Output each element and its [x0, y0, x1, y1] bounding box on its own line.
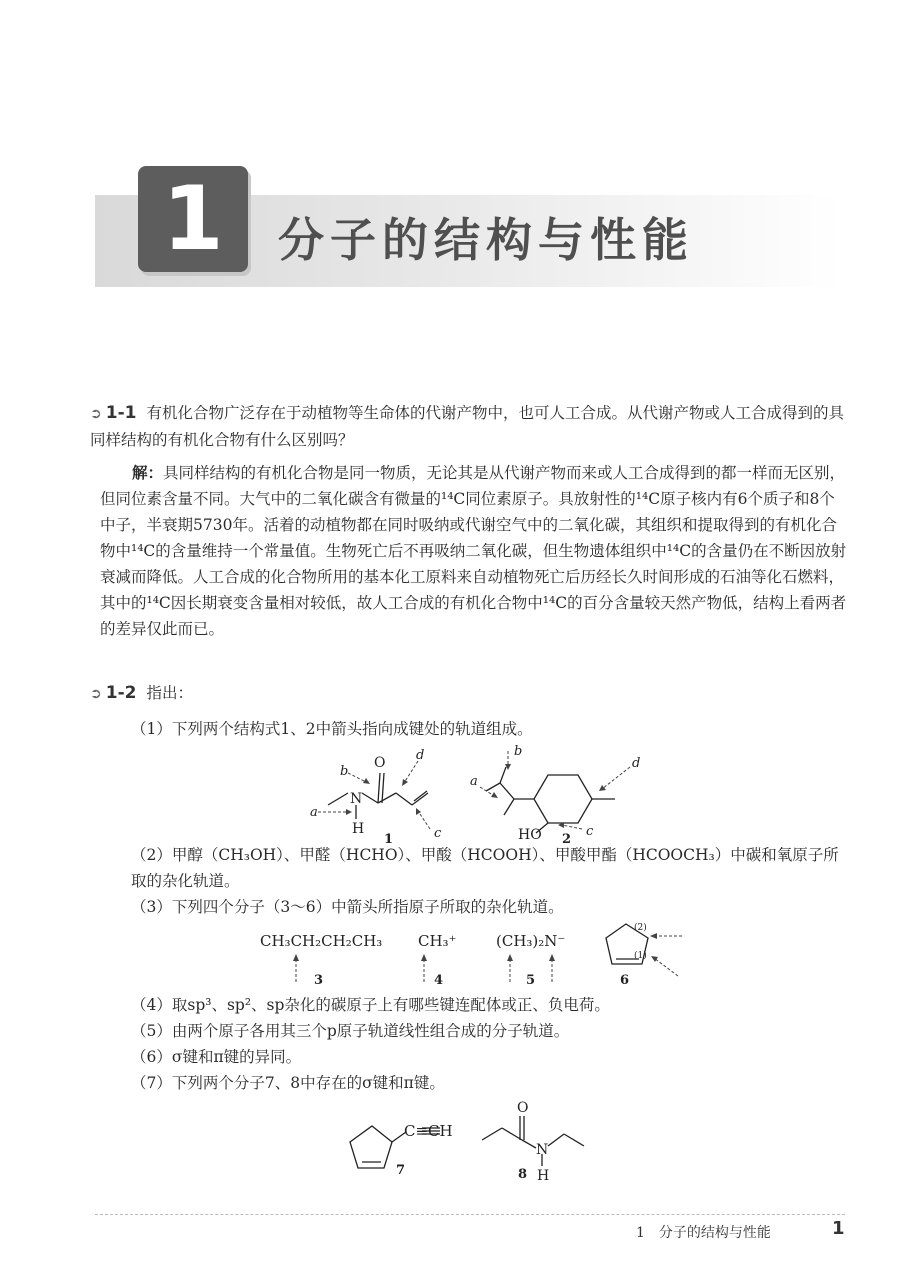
structure-figure-7-8 [340, 1096, 600, 1188]
atom-nitrogen: N [350, 791, 363, 807]
atom-hydroxyl: HO [518, 827, 542, 843]
sub-question-3: （3）下列四个分子（3～6）中箭头所指原子所取的杂化轨道。 [131, 898, 564, 916]
molecule-label-8: 8 [518, 1167, 528, 1182]
answer-label: 解： [132, 463, 164, 482]
position-label-1: (1) [634, 951, 647, 961]
chapter-number-box: 1 [138, 166, 248, 272]
label-d-2: d [632, 756, 641, 771]
label-c-1: c [434, 826, 442, 841]
question-marker-icon: ➲ [90, 406, 102, 422]
label-a-1: a [310, 805, 318, 820]
molecule-label-3: 3 [314, 973, 324, 988]
label-d-1: d [416, 748, 425, 763]
molecule-label-5: 5 [526, 973, 536, 988]
molecule-label-4: 4 [434, 973, 444, 988]
atom-hydrogen: H [352, 821, 365, 837]
answer-1-1 [100, 460, 850, 642]
chapter-title: 分子的结构与性能 [278, 213, 694, 267]
formula-4: CH₃⁺ [418, 932, 457, 950]
label-b-1: b [340, 764, 349, 779]
label-a-2: a [470, 774, 478, 789]
sub-question-5: （5）由两个原子各用其三个p原子轨道线性组合成的分子轨道。 [131, 1022, 570, 1040]
answer-text: 具同样结构的有机化合物是同一物质，无论其是从代谢产物而来或人工合成得到的都一样而无区别，但同位素含量不同。大气中的二氧化碳含有微量的¹⁴C同位素原子。具放射性的¹⁴C原子核内有6个质子和8个中子，半衰期5730年。活着的动植物都在同时吸纳或代谢空气中的二氧化碳，其组织和提取得到的有机化合物中¹⁴C的含量维持一个常量值。生物死亡后不再吸纳二氧化碳，但生物遗体组织中¹⁴C的含量仍在不断因放射衰减而降低。人工合成的化合物所用的基本化工原料来自动植物死亡后历经长久时间形成的石油等化石燃料，其中的¹⁴C因长期衰变含量相对较低，故人工合成的有机化合物中¹⁴C的百分含量较天然产物低，结构上看两者的差异仅此而已。 [100, 464, 847, 638]
label-c-2: c [586, 824, 594, 839]
sub-question-6: （6）σ键和π键的异同。 [131, 1048, 302, 1066]
atom-oxygen: O [517, 1100, 529, 1116]
sub-question-4: （4）取sp³、sp²、sp杂化的碳原子上有哪些键连配体或正、负电荷。 [131, 996, 610, 1014]
position-label-2: (2) [634, 923, 647, 933]
sub-question-7: （7）下列两个分子7、8中存在的σ键和π键。 [131, 1074, 445, 1092]
question-1-1 [90, 400, 850, 453]
formula-5: (CH₃)₂N⁻ [496, 932, 566, 950]
sub-question-2: （2）甲醇（CH₃OH）、甲醛（HCHO）、甲酸（HCOOH）、甲酸甲酯（HCOOCH₃）中碳和氧原子所取的杂化轨道。 [131, 846, 839, 890]
question-number: 1-1 [105, 403, 137, 423]
atom-oxygen: O [374, 755, 386, 771]
structure-figure-1-2 [300, 745, 660, 845]
label-b-2: b [514, 745, 523, 759]
question-number: 1-2 [105, 683, 137, 703]
molecule-label-6: 6 [620, 973, 630, 988]
page-number: 1 [832, 1218, 845, 1239]
atom-hydrogen: H [537, 1168, 550, 1184]
question-marker-icon: ➲ [90, 686, 102, 702]
sub-question-1: （1）下列两个结构式1、2中箭头指向成键处的轨道组成。 [131, 720, 533, 738]
molecule-label-7: 7 [396, 1163, 406, 1178]
footer-divider [95, 1214, 845, 1215]
alkyne-group: C≡CH [404, 1122, 453, 1140]
formula-3: CH₃CH₂CH₂CH₃ [260, 932, 383, 950]
atom-nitrogen: N [536, 1142, 549, 1158]
question-text: 有机化合物广泛存在于动植物等生命体的代谢产物中，也可人工合成。从代谢产物或人工合成得到的具同样结构的有机化合物有什么区别吗？ [90, 404, 844, 449]
molecule-label-1: 1 [384, 832, 394, 845]
molecule-label-2: 2 [562, 832, 572, 845]
question-1-2 [90, 680, 850, 707]
question-text: 指出： [146, 684, 193, 702]
structure-figure-3-6 [258, 920, 698, 998]
footer-chapter-ref: 1 分子的结构与性能 [636, 1225, 771, 1241]
